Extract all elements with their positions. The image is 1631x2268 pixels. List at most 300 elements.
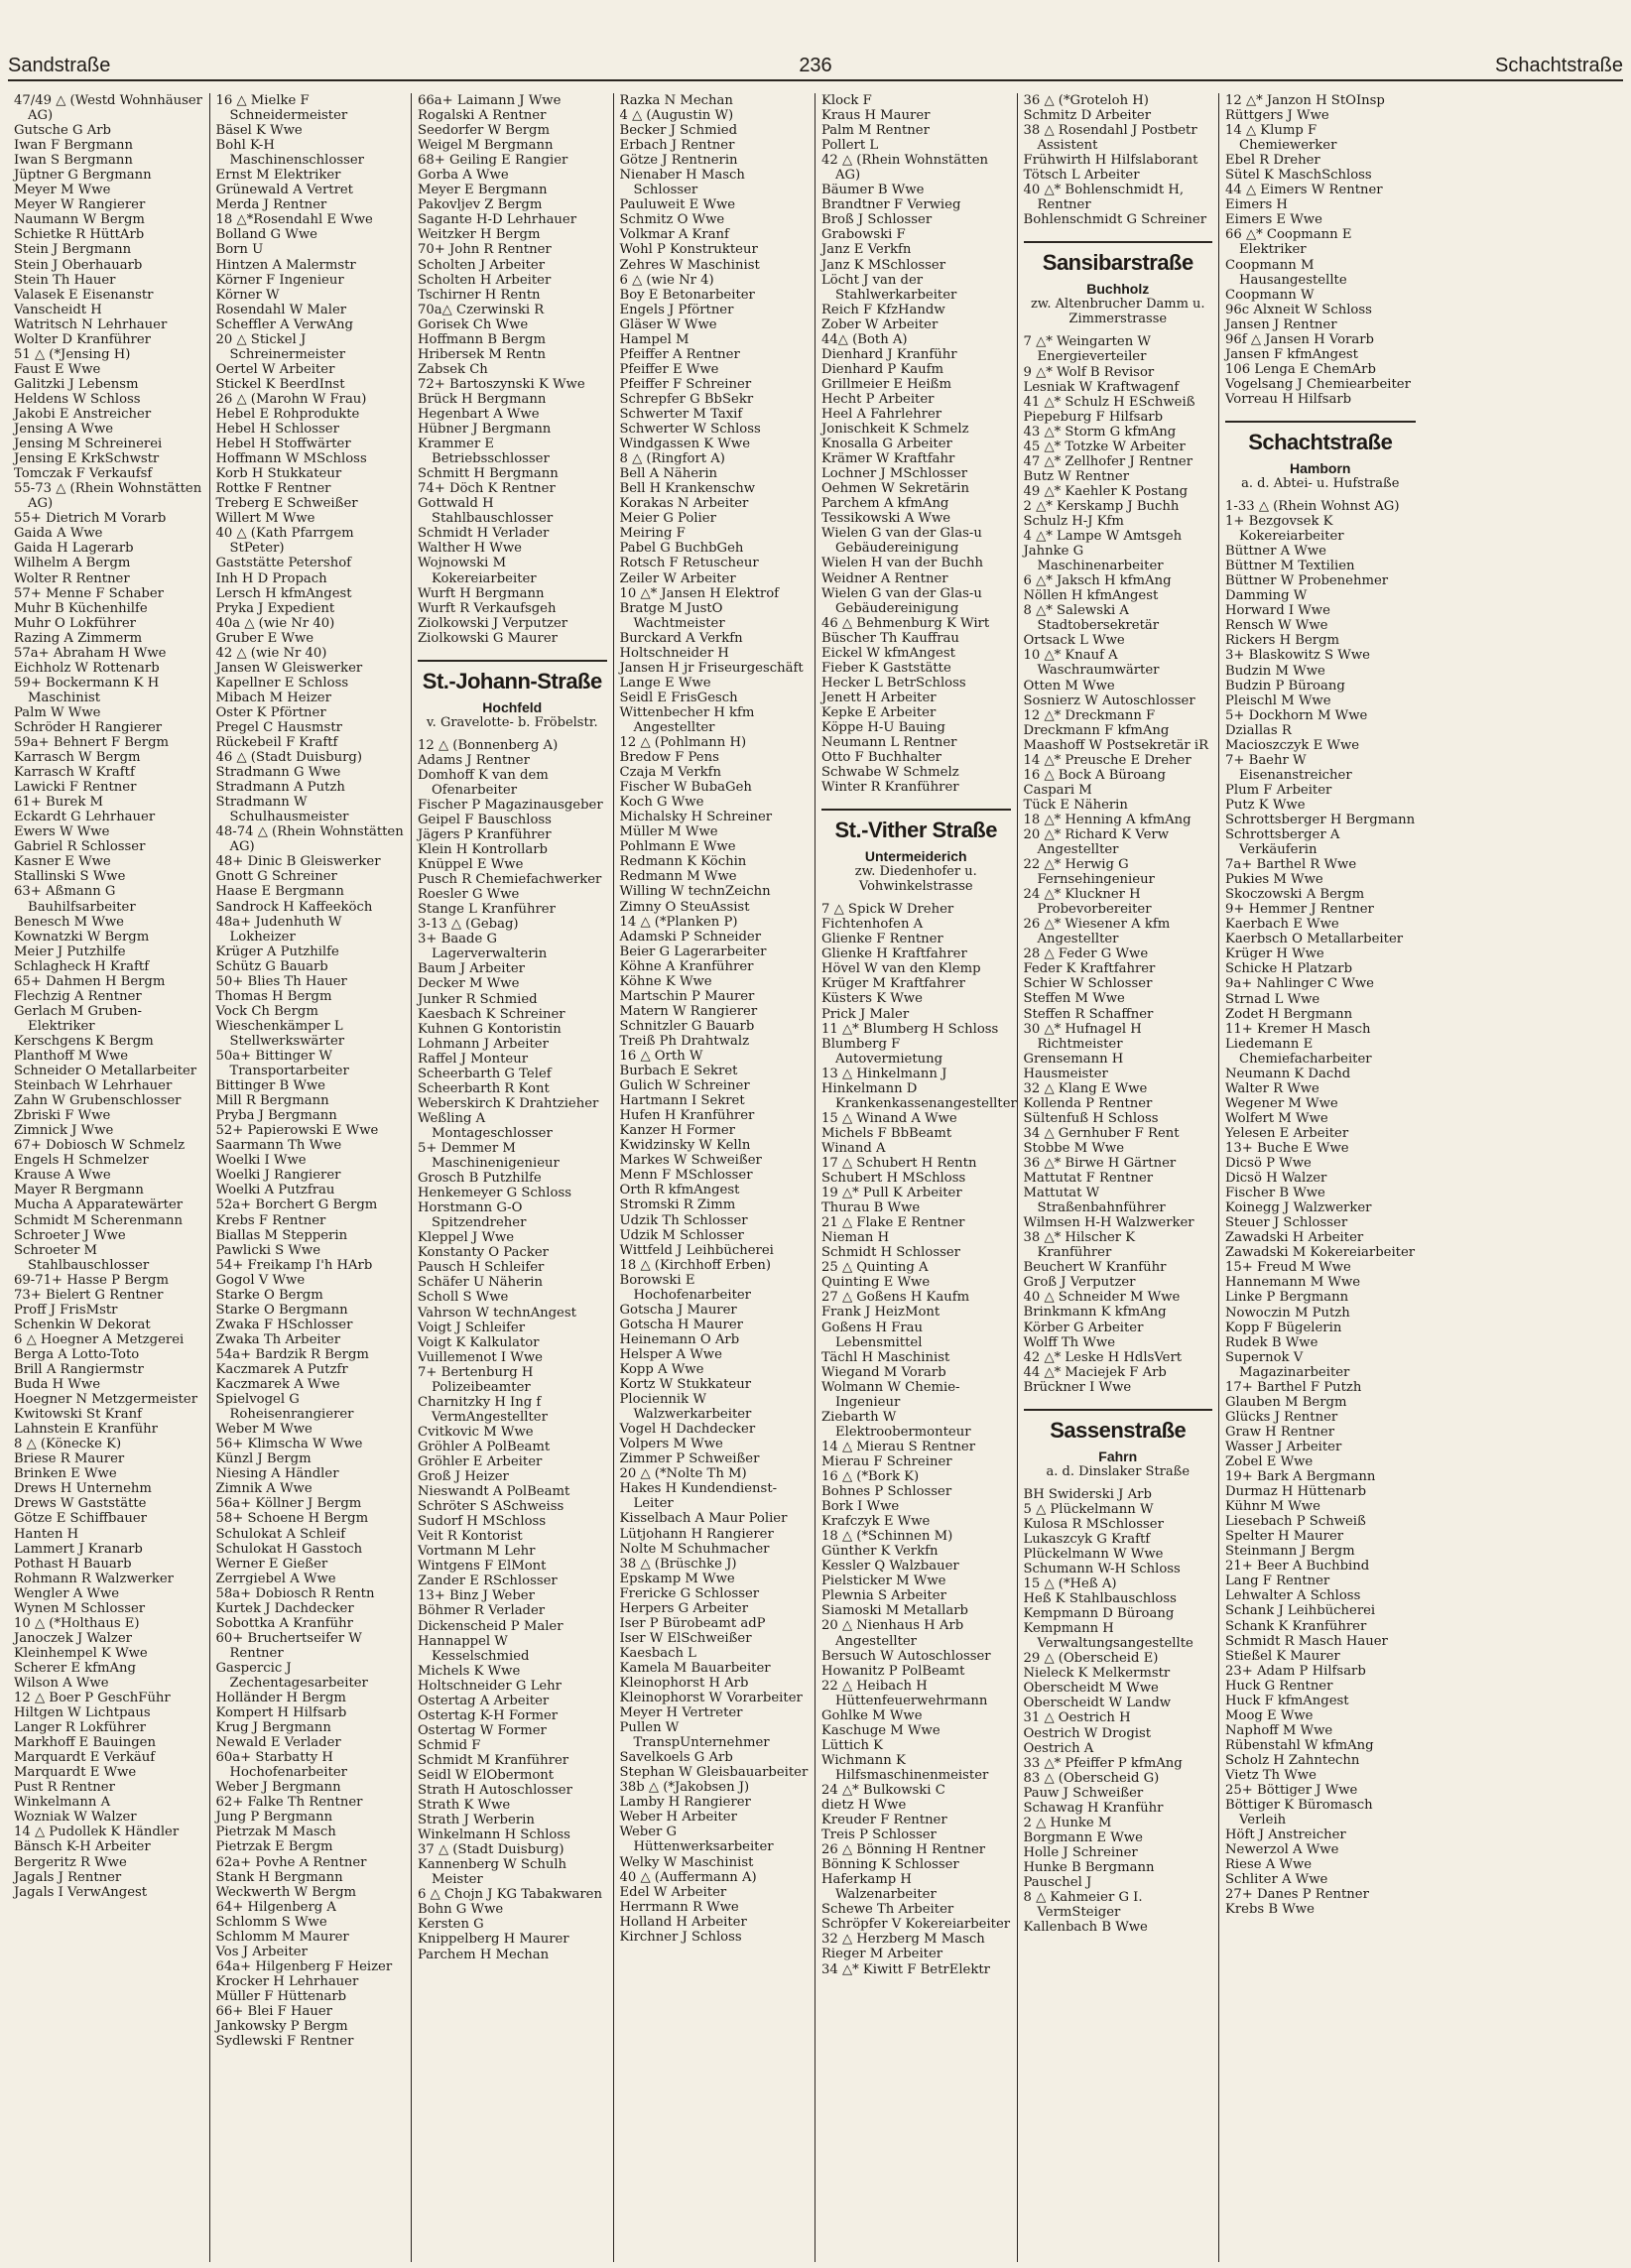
- resident-entry: Rosendahl W Maler: [215, 302, 347, 317]
- resident-entry: Bredow F Pens: [619, 750, 719, 766]
- column-3: [412, 93, 614, 2262]
- resident-entry: Kessler Q Walzbauer: [821, 1559, 959, 1575]
- resident-entry: Heß K Stahlbauschloss: [1023, 1591, 1177, 1607]
- resident-entry: 3+ Blaskowitz S Wwe: [1225, 648, 1370, 664]
- resident-entry: 59+ Bockermann K H Maschinist: [14, 675, 160, 705]
- resident-entry: Gröhler A PolBeamt: [418, 1439, 551, 1454]
- resident-entry: Schulokat H Gasstoch: [215, 1541, 363, 1557]
- resident-entry: Sandrock H Kaffeeköch: [215, 899, 373, 915]
- resident-entry: Watritsch N Lehrhauer: [14, 316, 168, 332]
- resident-entry: 12 △ (Bonnenberg A): [418, 737, 559, 753]
- resident-entry: Schmitz O Wwe: [619, 212, 725, 228]
- resident-entry: Krämer W Kraftfahr: [821, 451, 955, 467]
- resident-entry: Huck F kfmAngest: [1225, 1693, 1349, 1708]
- resident-entry: Riese A Wwe: [1225, 1857, 1313, 1873]
- resident-entry: Nolte M Schuhmacher: [619, 1541, 770, 1557]
- resident-entry: Brinken E Wwe: [14, 1466, 117, 1482]
- resident-entry: Götze J Rentnerin: [619, 153, 738, 169]
- resident-entry: Sültenfuß H Schloss: [1023, 1110, 1159, 1126]
- resident-entry: 10 △ (*Holthaus E): [14, 1615, 140, 1631]
- resident-entry: Rotsch F Retuscheur: [619, 556, 759, 571]
- resident-entry: 12 △* Dreckmann F: [1023, 707, 1156, 723]
- resident-entry: Glücks J Rentner: [1225, 1409, 1338, 1425]
- resident-entry: 40 △ (Auffermann A): [619, 1869, 757, 1885]
- resident-entry: Palm W Wwe: [14, 704, 101, 720]
- resident-entry: Bohlenschmidt G Schreiner: [1023, 212, 1207, 228]
- resident-entry: Weberskirch K Drahtzieher: [418, 1095, 599, 1111]
- resident-entry: Schmidt M Kranführer: [418, 1752, 569, 1768]
- resident-entry: 6 △ Hoegner A Metzgerei: [14, 1331, 185, 1347]
- resident-entry: 6 △ (wie Nr 4): [619, 272, 714, 288]
- street-range: zw. Altenbrucher Damm u. Zimmerstrasse: [1030, 297, 1205, 327]
- resident-entry: Künzl J Bergm: [215, 1451, 312, 1467]
- resident-entry: Kompert H Hilfsarb: [215, 1705, 347, 1721]
- resident-entry: Flechzig A Rentner: [14, 988, 142, 1004]
- resident-entry: Lawicki F Rentner: [14, 780, 137, 796]
- resident-entry: Kraus H Maurer: [821, 108, 931, 124]
- resident-entry: Gerlach M Gruben-Elektriker: [14, 1003, 143, 1034]
- resident-entry: 51 △ (*Jensing H): [14, 346, 131, 362]
- resident-entry: Schmidt R Masch Hauer: [1225, 1633, 1388, 1649]
- resident-entry: 11 △* Blumberg H Schloss: [821, 1021, 999, 1037]
- resident-entry: Charnitzky H Ing f VermAngestellter: [418, 1394, 548, 1425]
- resident-entry: Zobel E Wwe: [1225, 1453, 1314, 1469]
- resident-entry: Weber G Hüttenwerksarbeiter: [619, 1825, 774, 1855]
- resident-entry: 16 △ Orth W: [619, 1049, 703, 1064]
- resident-entry: Schmidt M Scherenmann: [14, 1212, 183, 1228]
- resident-entry: Iser P Bürobeamt adP: [619, 1615, 766, 1631]
- resident-entry: Pausch H Schleifer: [418, 1260, 545, 1276]
- resident-entry: Lersch H kfmAngest: [215, 585, 352, 601]
- resident-entry: Heel A Fahrlehrer: [821, 406, 942, 422]
- resident-entry: Meyer E Bergmann: [418, 183, 548, 198]
- resident-entry: Schütz G Bauarb: [215, 958, 328, 974]
- column-4: [614, 93, 816, 2262]
- resident-entry: Thurau B Wwe: [821, 1200, 921, 1216]
- resident-entry: Hakes H Kundendienst-Leiter: [619, 1481, 778, 1512]
- resident-entry: Wolmann W Chemie-Ingenieur: [821, 1379, 960, 1410]
- resident-entry: 27+ Danes P Rentner: [1225, 1887, 1369, 1903]
- resident-entry: Hoegner N Metzgermeister: [14, 1392, 198, 1408]
- resident-entry: Wohl P Konstrukteur: [619, 242, 758, 258]
- resident-entry: Hoffmann W MSchloss: [215, 451, 367, 467]
- column-2: [210, 93, 413, 2262]
- resident-entry: Kaczmarek A Putzfr: [215, 1361, 348, 1377]
- resident-entry: Kaerbach E Wwe: [1225, 917, 1339, 933]
- resident-entry: Voigt K Kalkulator: [418, 1334, 540, 1350]
- resident-entry: Ziolkowski G Maurer: [418, 630, 558, 646]
- resident-entry: Feder K Kraftfahrer: [1023, 961, 1156, 977]
- resident-entry: 37 △ (Stadt Duisburg): [418, 1842, 565, 1858]
- resident-entry: 16 △ Mielke F Schneidermeister: [215, 93, 348, 124]
- resident-entry: Vos J Arbeiter: [215, 1944, 308, 1959]
- resident-entry: 18 △ (Kirchhoff Erben): [619, 1257, 772, 1273]
- resident-entry: 58a+ Dobiosch R Rentn: [215, 1585, 375, 1601]
- resident-entry: Lütjohann H Rangierer: [619, 1526, 774, 1542]
- resident-entry: Hövel W van den Klemp: [821, 961, 981, 977]
- resident-entry: Mill R Bergmann: [215, 1093, 329, 1109]
- resident-entry: Hebel E Rohprodukte: [215, 406, 360, 422]
- resident-entry: Jagals I VerwAngest: [14, 1884, 148, 1900]
- resident-entry: Gaida A Wwe: [14, 526, 103, 542]
- resident-entry: Schlomm M Maurer: [215, 1929, 349, 1945]
- resident-entry: 1-33 △ (Rhein Wohnst AG): [1225, 498, 1400, 514]
- resident-entry: Wozniak W Walzer: [14, 1810, 137, 1826]
- resident-entry: Neumann L Rentner: [821, 735, 957, 751]
- resident-entry: Schwerter W Schloss: [619, 422, 761, 438]
- resident-entry: Stobbe M Wwe: [1023, 1140, 1124, 1156]
- resident-entry: 43 △* Storm G kfmAng: [1023, 424, 1177, 440]
- resident-entry: Nieleck K Melkermstr: [1023, 1666, 1171, 1682]
- resident-entry: Knüppel E Wwe: [418, 857, 524, 873]
- resident-entry: Pielsticker M Wwe: [821, 1574, 946, 1589]
- resident-entry: Valasek E Eisenanstr: [14, 287, 154, 303]
- resident-entry: Groß J Verputzer: [1023, 1275, 1136, 1291]
- resident-entry: Michalsky H Schreiner: [619, 810, 773, 825]
- resident-entry: Markes W Schweißer: [619, 1153, 762, 1169]
- resident-entry: Gutsche G Arb: [14, 123, 111, 139]
- resident-entry: Schank K Kranführer: [1225, 1618, 1367, 1634]
- resident-entry: Schwabe W Schmelz: [821, 765, 959, 781]
- resident-entry: 13+ Buche E Wwe: [1225, 1141, 1349, 1156]
- resident-entry: Jüptner G Bergmann: [14, 168, 152, 184]
- resident-entry: Wolff Th Wwe: [1023, 1334, 1116, 1350]
- resident-entry: 73+ Bielert G Rentner: [14, 1287, 164, 1303]
- resident-entry: Kurtek J Dachdecker: [215, 1600, 354, 1616]
- resident-entry: Coopmann M Hausangestellte: [1225, 257, 1347, 288]
- resident-entry: Werner E Gießer: [215, 1556, 328, 1572]
- resident-entry: Kaschuge M Wwe: [821, 1722, 941, 1738]
- resident-entry: Krebs B Wwe: [1225, 1902, 1315, 1918]
- resident-entry: 25+ Böttiger J Wwe: [1225, 1783, 1358, 1799]
- resident-entry: Coopmann W: [1225, 287, 1315, 303]
- resident-entry: Piepeburg F Hilfsarb: [1023, 409, 1164, 425]
- resident-entry: Körner F Ingenieur: [215, 272, 344, 288]
- resident-entry: Schmidt H Schlosser: [821, 1245, 960, 1261]
- resident-entry: Krafczyk E Wwe: [821, 1514, 931, 1530]
- resident-entry: Bersuch W Autoschlosser: [821, 1648, 991, 1664]
- resident-entry: Baum J Arbeiter: [418, 961, 525, 977]
- resident-entry: Kaerbsch O Metallarbeiter: [1225, 932, 1404, 947]
- resident-entry: Lahnstein E Kranführ: [14, 1422, 158, 1438]
- resident-entry: Ostertag A Arbeiter: [418, 1693, 550, 1708]
- resident-entry: Grensemann H: [1023, 1051, 1124, 1067]
- resident-entry: 28 △ Feder G Wwe: [1023, 946, 1149, 962]
- resident-entry: 16 △ Bock A Büroang: [1023, 767, 1166, 783]
- resident-entry: Kleppel J Wwe: [418, 1230, 515, 1246]
- resident-entry: Caspari M: [1023, 782, 1092, 798]
- resident-entry: Cvitkovic M Wwe: [418, 1424, 534, 1440]
- resident-entry: 36 △* Birwe H Gärtner: [1023, 1156, 1177, 1171]
- resident-entry: 38 △ Rosendahl J Postbetr Assistent: [1023, 123, 1197, 154]
- resident-entry: Lohmann J Arbeiter: [418, 1036, 549, 1052]
- resident-entry: Born U: [215, 242, 264, 258]
- resident-entry: Menn F MSchlosser: [619, 1168, 753, 1184]
- directory-columns: [8, 93, 1623, 2262]
- resident-entry: Czaja M Verkfn: [619, 765, 722, 781]
- resident-entry: Jensing M Schreinerei: [14, 437, 163, 452]
- resident-entry: Pawlicki S Wwe: [215, 1242, 321, 1258]
- resident-entry: Kaczmarek A Wwe: [215, 1377, 340, 1393]
- resident-entry: Ostertag K-H Former: [418, 1707, 559, 1723]
- resident-entry: Frühwirth H Hilfslaborant: [1023, 153, 1198, 169]
- resident-entry: Zabsek Ch: [418, 361, 488, 377]
- resident-entry: Rohmann R Walzwerker: [14, 1571, 174, 1586]
- resident-entry: Jansen W Gleiswerker: [215, 660, 363, 676]
- resident-entry: Steuer J Schlosser: [1225, 1215, 1348, 1231]
- resident-entry: Hunke B Bergmann: [1023, 1859, 1155, 1875]
- resident-entry: Wolfert M Wwe: [1225, 1110, 1328, 1126]
- resident-entry: Lang F Rentner: [1225, 1574, 1330, 1589]
- resident-entry: 64a+ Hilgenberg F Heizer: [215, 1958, 393, 1974]
- resident-entry: 9+ Hemmer J Rentner: [1225, 902, 1374, 918]
- resident-entry: Weitzker H Bergm: [418, 227, 541, 243]
- resident-entry: Udzik M Schlosser: [619, 1227, 744, 1243]
- resident-entry: Ostertag W Former: [418, 1722, 547, 1738]
- resident-entry: 9a+ Nahlinger C Wwe: [1225, 976, 1374, 992]
- resident-entry: Seidl W ElObermont: [418, 1767, 555, 1783]
- resident-entry: 14 △* Preusche E Dreher: [1023, 752, 1192, 768]
- resident-entry: Bergeritz R Wwe: [14, 1854, 127, 1870]
- resident-entry: Koinegg J Walzwerker: [1225, 1200, 1372, 1216]
- resident-entry: Kempmann D Büroang: [1023, 1606, 1175, 1622]
- resident-entry: Schawag H Kranführ: [1023, 1800, 1164, 1816]
- resident-entry: 40 △ Schneider M Wwe: [1023, 1290, 1181, 1306]
- resident-entry: Löcht J van der Stahlwerkarbeiter: [821, 272, 957, 303]
- resident-entry: Lüttich K: [821, 1737, 883, 1753]
- resident-entry: Krug J Bergmann: [215, 1720, 331, 1736]
- resident-entry: Kulosa R MSchlosser: [1023, 1516, 1164, 1532]
- resident-entry: Schrottsberger A Verkäuferin: [1225, 827, 1340, 858]
- resident-entry: Ziebarth W Elektroobermonteur: [821, 1409, 971, 1440]
- resident-entry: Stallinski S Wwe: [14, 869, 126, 885]
- column-5: [816, 93, 1018, 2262]
- resident-entry: Mucha A Apparatewärter: [14, 1197, 184, 1213]
- resident-entry: Parchem A kfmAng: [821, 496, 949, 512]
- resident-entry: Michels K Wwe: [418, 1663, 521, 1679]
- resident-entry: Kreuder F Rentner: [821, 1813, 947, 1828]
- resident-entry: Scheffler A VerwAng: [215, 316, 353, 332]
- resident-entry: Gnott G Schreiner: [215, 869, 337, 885]
- resident-entry: Eimers E Wwe: [1225, 212, 1322, 228]
- resident-entry: Zehres W Maschinist: [619, 257, 760, 273]
- resident-entry: Steinmann J Bergm: [1225, 1544, 1355, 1560]
- resident-entry: Schwerter M Taxif: [619, 406, 743, 422]
- resident-entry: Pietrzak M Masch: [215, 1825, 336, 1840]
- resident-entry: Eckardt G Lehrhauer: [14, 810, 156, 825]
- resident-entry: 3+ Baade G Lagerverwalterin: [418, 932, 548, 962]
- resident-entry: Lammert J Kranarb: [14, 1541, 143, 1557]
- resident-entry: 14 △ Mierau S Rentner: [821, 1439, 976, 1454]
- resident-entry: Geipel F Bauschloss: [418, 812, 552, 827]
- resident-entry: Otto F Buchhalter: [821, 750, 941, 766]
- resident-entry: Krammer E Betriebsschlosser: [418, 437, 550, 467]
- resident-entry: Janz E Verkfn: [821, 242, 912, 258]
- resident-entry: Maashoff W Postsekretär iR: [1023, 737, 1209, 753]
- resident-entry: Tück E Näherin: [1023, 797, 1128, 813]
- resident-entry: Büscher Th Kauffrau: [821, 630, 959, 646]
- resident-entry: Glienke F Rentner: [821, 932, 943, 947]
- resident-entry: Zander E RSchlosser: [418, 1574, 558, 1589]
- resident-entry: Koch G Wwe: [619, 795, 704, 811]
- resident-entry: Zerrgiebel A Wwe: [215, 1571, 336, 1586]
- resident-entry: Adamski P Schneider: [619, 929, 762, 945]
- resident-entry: Stein J Bergmann: [14, 242, 132, 258]
- resident-entry: Plociennik W Walzwerkarbeiter: [619, 1392, 752, 1423]
- resident-entry: Vogel H Dachdecker: [619, 1422, 756, 1438]
- resident-entry: 45 △* Totzke W Arbeiter: [1023, 439, 1186, 454]
- resident-entry: Quinting E Wwe: [821, 1275, 931, 1291]
- resident-entry: Zimny O SteuAssist: [619, 899, 750, 915]
- resident-entry: Iwan F Bergmann: [14, 138, 133, 154]
- resident-entry: Pakovljev Z Bergm: [418, 197, 543, 213]
- resident-entry: Wurft H Bergmann: [418, 585, 545, 601]
- resident-entry: Krebs F Rentner: [215, 1212, 326, 1228]
- resident-entry: Köhne K Wwe: [619, 973, 712, 989]
- resident-entry: Budzin P Büroang: [1225, 678, 1345, 693]
- resident-entry: Götze E Schiffbauer: [14, 1511, 147, 1527]
- resident-entry: Ortsack L Wwe: [1023, 633, 1125, 649]
- resident-entry: 57+ Menne F Schaber: [14, 585, 164, 601]
- resident-entry: Gröhler E Arbeiter: [418, 1453, 543, 1469]
- resident-entry: Glauben M Bergm: [1225, 1394, 1347, 1410]
- resident-entry: Kisselbach A Maur Polier: [619, 1511, 788, 1527]
- resident-entry: Pollert L: [821, 138, 879, 154]
- resident-entry: Butz W Rentner: [1023, 468, 1129, 484]
- resident-entry: Schank J Leihbücherei: [1225, 1603, 1376, 1619]
- resident-entry: 21+ Beer A Buchbind: [1225, 1559, 1370, 1575]
- resident-entry: 2 △ Hunke M: [1023, 1815, 1112, 1830]
- resident-entry: Gaspercic J Zechentagesarbeiter: [215, 1660, 368, 1691]
- resident-entry: Redmann M Wwe: [619, 869, 737, 885]
- resident-entry: 13+ Binz J Weber: [418, 1588, 535, 1604]
- resident-entry: Klein H Kontrollarb: [418, 842, 548, 858]
- resident-entry: 31 △ Oestrich H: [1023, 1710, 1131, 1726]
- resident-entry: Zawadski H Arbeiter: [1225, 1230, 1364, 1246]
- resident-entry: 96f △ Jansen H Vorarb: [1225, 331, 1374, 347]
- resident-entry: Henkemeyer G Schloss: [418, 1186, 571, 1201]
- resident-entry: Gorba A Wwe: [418, 168, 509, 184]
- resident-entry: Plum F Arbeiter: [1225, 782, 1332, 798]
- resident-entry: Fischer P Magazinausgeber: [418, 797, 603, 813]
- resident-entry: Hübner J Bergmann: [418, 422, 552, 438]
- resident-entry: Spelter H Maurer: [1225, 1529, 1344, 1545]
- resident-entry: Lange E Wwe: [619, 675, 711, 691]
- resident-entry: 41 △* Schulz H ESchweiß: [1023, 394, 1195, 410]
- resident-entry: 5+ Dockhorn M Wwe: [1225, 707, 1368, 723]
- resident-entry: 20 △ Stickel J Schreinermeister: [215, 331, 346, 362]
- resident-entry: Dziallas R: [1225, 722, 1292, 738]
- resident-entry: 7 △ Spick W Dreher: [821, 902, 954, 918]
- resident-entry: Kleinophorst W Vorarbeiter: [619, 1691, 803, 1706]
- resident-entry: Kersten G: [418, 1917, 484, 1933]
- resident-entry: Pfeiffer F Schreiner: [619, 376, 752, 392]
- resident-entry: 7+ Baehr W Eisenanstreicher: [1225, 752, 1352, 783]
- resident-entry: Jonischkeit K Schmelz: [821, 422, 969, 438]
- resident-entry: Huck G Rentner: [1225, 1678, 1333, 1694]
- resident-entry: 18 △ (*Schinnen M): [821, 1529, 953, 1545]
- resident-entry: 59a+ Behnert F Bergm: [14, 735, 170, 751]
- resident-entry: 42 △ (wie Nr 40): [215, 645, 327, 661]
- resident-entry: Nieman H: [821, 1230, 890, 1246]
- resident-entry: 70+ John R Rentner: [418, 242, 552, 258]
- resident-entry: Vortmann M Lehr: [418, 1544, 536, 1560]
- resident-entry: Jägers P Kranführer: [418, 827, 552, 843]
- resident-entry: Bohl K-H Maschinenschlosser: [215, 138, 364, 169]
- resident-entry: 46 △ Behmenburg K Wirt: [821, 615, 990, 631]
- resident-entry: Vogelsang J Chemiearbeiter: [1225, 376, 1411, 392]
- resident-entry: Winkelmann A: [14, 1795, 111, 1811]
- resident-entry: Schenkin W Dekorat: [14, 1317, 151, 1332]
- resident-entry: Erbach J Rentner: [619, 138, 735, 154]
- resident-entry: Gläser W Wwe: [619, 316, 717, 332]
- resident-entry: 12 △ (Pohlmann H): [619, 735, 747, 751]
- resident-entry: 42 △ (Rhein Wohnstätten AG): [821, 153, 988, 184]
- resident-entry: Jensing E KrkSchwstr: [14, 451, 160, 467]
- resident-entry: Wittfeld J Leihbücherei: [619, 1242, 774, 1258]
- resident-entry: Hebel H Schlosser: [215, 422, 339, 438]
- resident-entry: Kollenda P Rentner: [1023, 1095, 1153, 1111]
- resident-entry: Winand A: [821, 1140, 886, 1156]
- resident-entry: Thomas H Bergm: [215, 988, 332, 1004]
- resident-entry: 23+ Adam P Hilfsarb: [1225, 1663, 1366, 1679]
- resident-entry: Wiegand M Vorarb: [821, 1364, 946, 1380]
- resident-entry: 25 △ Quinting A: [821, 1260, 929, 1276]
- resident-entry: 38b △ (*Jakobsen J): [619, 1780, 750, 1796]
- resident-entry: Stange L Kranführer: [418, 902, 556, 918]
- resident-entry: Kopp F Bügelerin: [1225, 1320, 1342, 1335]
- resident-entry: Otten M Wwe: [1023, 678, 1115, 693]
- resident-entry: Newald E Verlader: [215, 1735, 341, 1751]
- resident-entry: Tächl H Maschinist: [821, 1349, 950, 1365]
- resident-entry: 34 △ Gernhuber F Rent: [1023, 1125, 1180, 1141]
- resident-entry: Zeiler W Arbeiter: [619, 570, 736, 586]
- resident-entry: Köhne A Kranführer: [619, 958, 754, 974]
- resident-entry: Linke P Bergmann: [1225, 1290, 1349, 1306]
- resident-entry: Holtschneider H: [619, 645, 729, 661]
- resident-entry: Wichmann K Hilfsmaschinenmeister: [821, 1752, 989, 1783]
- resident-entry: Budzin M Wwe: [1225, 663, 1325, 679]
- resident-entry: 3-13 △ (Gebag): [418, 917, 519, 933]
- street-range: v. Gravelotte- b. Fröbelstr.: [426, 714, 598, 730]
- resident-entry: Karrasch W Kraftf: [14, 765, 135, 781]
- resident-entry: Drews H Unternehm: [14, 1481, 152, 1497]
- resident-entry: 65+ Dahmen H Bergm: [14, 973, 166, 989]
- resident-entry: Schnitzler G Bauarb: [619, 1018, 755, 1034]
- resident-entry: 13 △ Hinkelmann J: [821, 1066, 947, 1081]
- resident-entry: 42 △* Leske H HdlsVert: [1023, 1349, 1183, 1365]
- resident-entry: Blumberg F Autovermietung: [821, 1036, 943, 1067]
- resident-entry: 27 △ Goßens H Kaufm: [821, 1290, 970, 1306]
- resident-entry: Klock F: [821, 93, 872, 108]
- resident-entry: Redmann K Köchin: [619, 854, 747, 870]
- resident-entry: Kanzer H Former: [619, 1123, 735, 1139]
- resident-entry: Brückner I Wwe: [1023, 1379, 1132, 1395]
- resident-entry: 20 △ (*Nolte Th M): [619, 1466, 747, 1482]
- resident-entry: 9 △* Wolf B Revisor: [1023, 364, 1155, 380]
- resident-entry: 68+ Geiling E Rangier: [418, 153, 568, 169]
- resident-entry: Pietrzak E Bergm: [215, 1839, 333, 1855]
- resident-entry: Steinbach W Lehrhauer: [14, 1078, 173, 1094]
- resident-entry: 52+ Papierowski E Wwe: [215, 1123, 379, 1139]
- resident-entry: Pohlmann E Wwe: [619, 839, 736, 855]
- resident-entry: Woelki J Rangierer: [215, 1168, 341, 1184]
- resident-entry: 34 △* Kiwitt F BetrElektr: [821, 1961, 990, 1977]
- resident-entry: Berga A Lotto-Toto: [14, 1346, 140, 1362]
- resident-entry: 29 △ (Oberscheid E): [1023, 1651, 1159, 1667]
- resident-entry: Muhr B Küchenhilfe: [14, 600, 148, 616]
- resident-entry: 8 △ Kahmeier G I. VermSteiger: [1023, 1890, 1143, 1921]
